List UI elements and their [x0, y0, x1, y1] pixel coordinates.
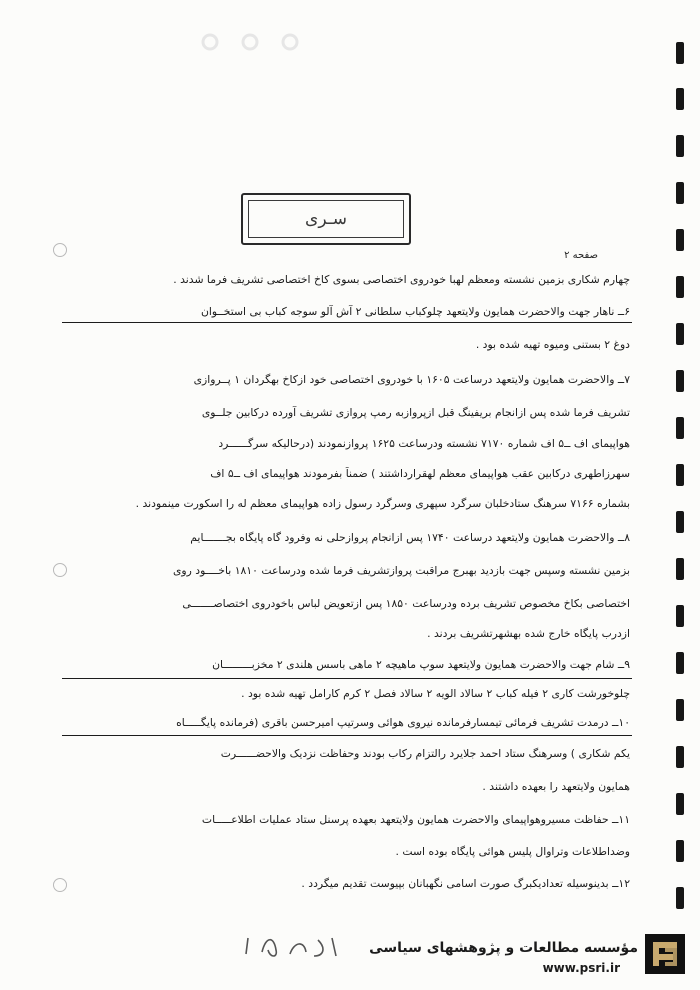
watermark-url: www.psri.ir — [542, 961, 620, 975]
binder-mark — [676, 746, 684, 768]
binder-mark — [676, 276, 684, 298]
binder-mark — [676, 605, 684, 627]
underline-rule — [62, 735, 632, 736]
binder-mark — [676, 42, 684, 64]
binder-mark — [676, 135, 684, 157]
body-line: ۹ــ شام جهت والاحضرت همایون ولایتعهد سوپ ماهیچه ۲ ماهی باسس هلندی ۲ مخزبـــــــــان — [212, 658, 630, 671]
watermark-title: مؤسسه مطالعات و پژوهشهای سیاسی — [369, 940, 638, 956]
body-line: یکم شکاری ) وسرهنگ ستاد احمد جلایرد رالتزام رکاب بودند وحفاظت نزدیک والاحضــــــرت — [220, 747, 630, 760]
body-line: بشماره ۷۱۶۶ سرهنگ ستادخلبان سرگرد سپهری وسرگرد رسول زاده هواپیمای معظم له را اسکورت مینمودند . — [135, 497, 630, 510]
bleed-through-marks — [190, 22, 330, 60]
body-line: وضداطلاعات وتراوال پلیس هوائی پایگاه بوده است . — [395, 845, 630, 858]
punch-hole — [53, 243, 67, 257]
body-line: بزمین نشسته وسپس جهت بازدید بهبرج مراقبت پروازتشریف فرما شده ودرساعت ۱۸۱۰ باخــــود روی — [172, 564, 630, 577]
body-line: تشریف فرما شده پس ازانجام بریفینگ قبل ازپروازبه رمپ پروازی تشریف آورده درکابین جلــوی — [201, 406, 630, 419]
body-line: چلوخورشت کاری ۲ فیله کباب ۲ سالاد الویه ۲ سالاد فصل ۲ کرم کارامل تهیه شده بود . — [241, 687, 630, 700]
binder-mark — [676, 840, 684, 862]
body-line: ۸ــ والاحضرت همایون ولایتعهد درساعت ۱۷۴۰ پس ازانجام پروازحلی نه وفرود گاه پایگاه بجـــــــایم — [190, 531, 630, 544]
classification-stamp — [241, 193, 411, 245]
binder-mark — [676, 887, 684, 909]
binder-mark — [676, 652, 684, 674]
binder-mark — [676, 417, 684, 439]
body-line: اختصاصی بکاخ مخصوص تشریف برده ودرساعت ۱۸۵۰ پس ازتعویض لباس باخودروی اختصاصـــــــی — [182, 597, 630, 610]
body-line: ۶ــ ناهار جهت والاحضرت همایون ولایتعهد چلوکباب سلطانی ۲ آش آلو سوجه کباب بی استخــوان — [200, 305, 630, 318]
binder-mark — [676, 182, 684, 204]
binder-mark — [676, 323, 684, 345]
binder-mark — [676, 229, 684, 251]
underline-rule — [62, 678, 632, 679]
body-line: چهارم شکاری بزمین نشسته ومعظم لهبا خودروی اختصاصی بسوی کاخ اختصاصی تشریف فرما شدند . — [173, 273, 630, 286]
body-line: ازدرب پایگاه خارج شده بهشهرتشریف بردند . — [427, 627, 630, 640]
binder-mark — [676, 699, 684, 721]
body-line: ۱۰ــ درمدت تشریف فرمائی تیمسارفرمانده نیروی هوائی وسرتیپ امیرحسن باقری (فرمانده پایگـــــاه — [176, 716, 630, 729]
binder-mark — [676, 793, 684, 815]
body-line: ۷ــ والاحضرت همایون ولایتعهد درساعت ۱۶۰۵ با خودروی اختصاصی خود ازکاخ بهگردان ۱ پــروازی — [193, 373, 630, 386]
body-line: دوغ ۲ بستنی ومیوه تهیه شده بود . — [475, 338, 630, 351]
body-line: هواپیمای اف ــ۵ اف شماره ۷۱۷۰ نشسته ودرساعت ۱۶۲۵ پروازنمودند (درحالیکه سرگــــــرد — [218, 437, 630, 450]
binder-mark — [676, 370, 684, 392]
binder-mark — [676, 558, 684, 580]
body-line: ۱۱ــ حفاظت مسیروهواپیمای والاحضرت همایون ولایتعهد بعهده پرسنل ستاد عملیات اطلاعـــــات — [201, 813, 630, 826]
binder-mark — [676, 511, 684, 533]
body-line: ۱۲ــ بدینوسیله تعدادیکبرگ صورت اسامی نگهبانان بپیوست تقدیم میگردد . — [301, 877, 630, 890]
handwritten-signature — [240, 930, 350, 962]
page-number: صفحه ۲ — [564, 250, 598, 261]
body-line: همایون ولایتعهد را بعهده داشتند . — [482, 780, 630, 793]
body-line: سهرزاطهری درکابین عقب هواپیمای معظم لهقرارداشتند ) ضمناً بفرمودند هواپیمای اف ــ۵ اف — [210, 467, 630, 480]
psri-logo-icon — [645, 934, 685, 974]
underline-rule — [62, 322, 632, 323]
stamp-text: سـری — [248, 200, 404, 238]
binder-mark — [676, 464, 684, 486]
binder-mark — [676, 88, 684, 110]
